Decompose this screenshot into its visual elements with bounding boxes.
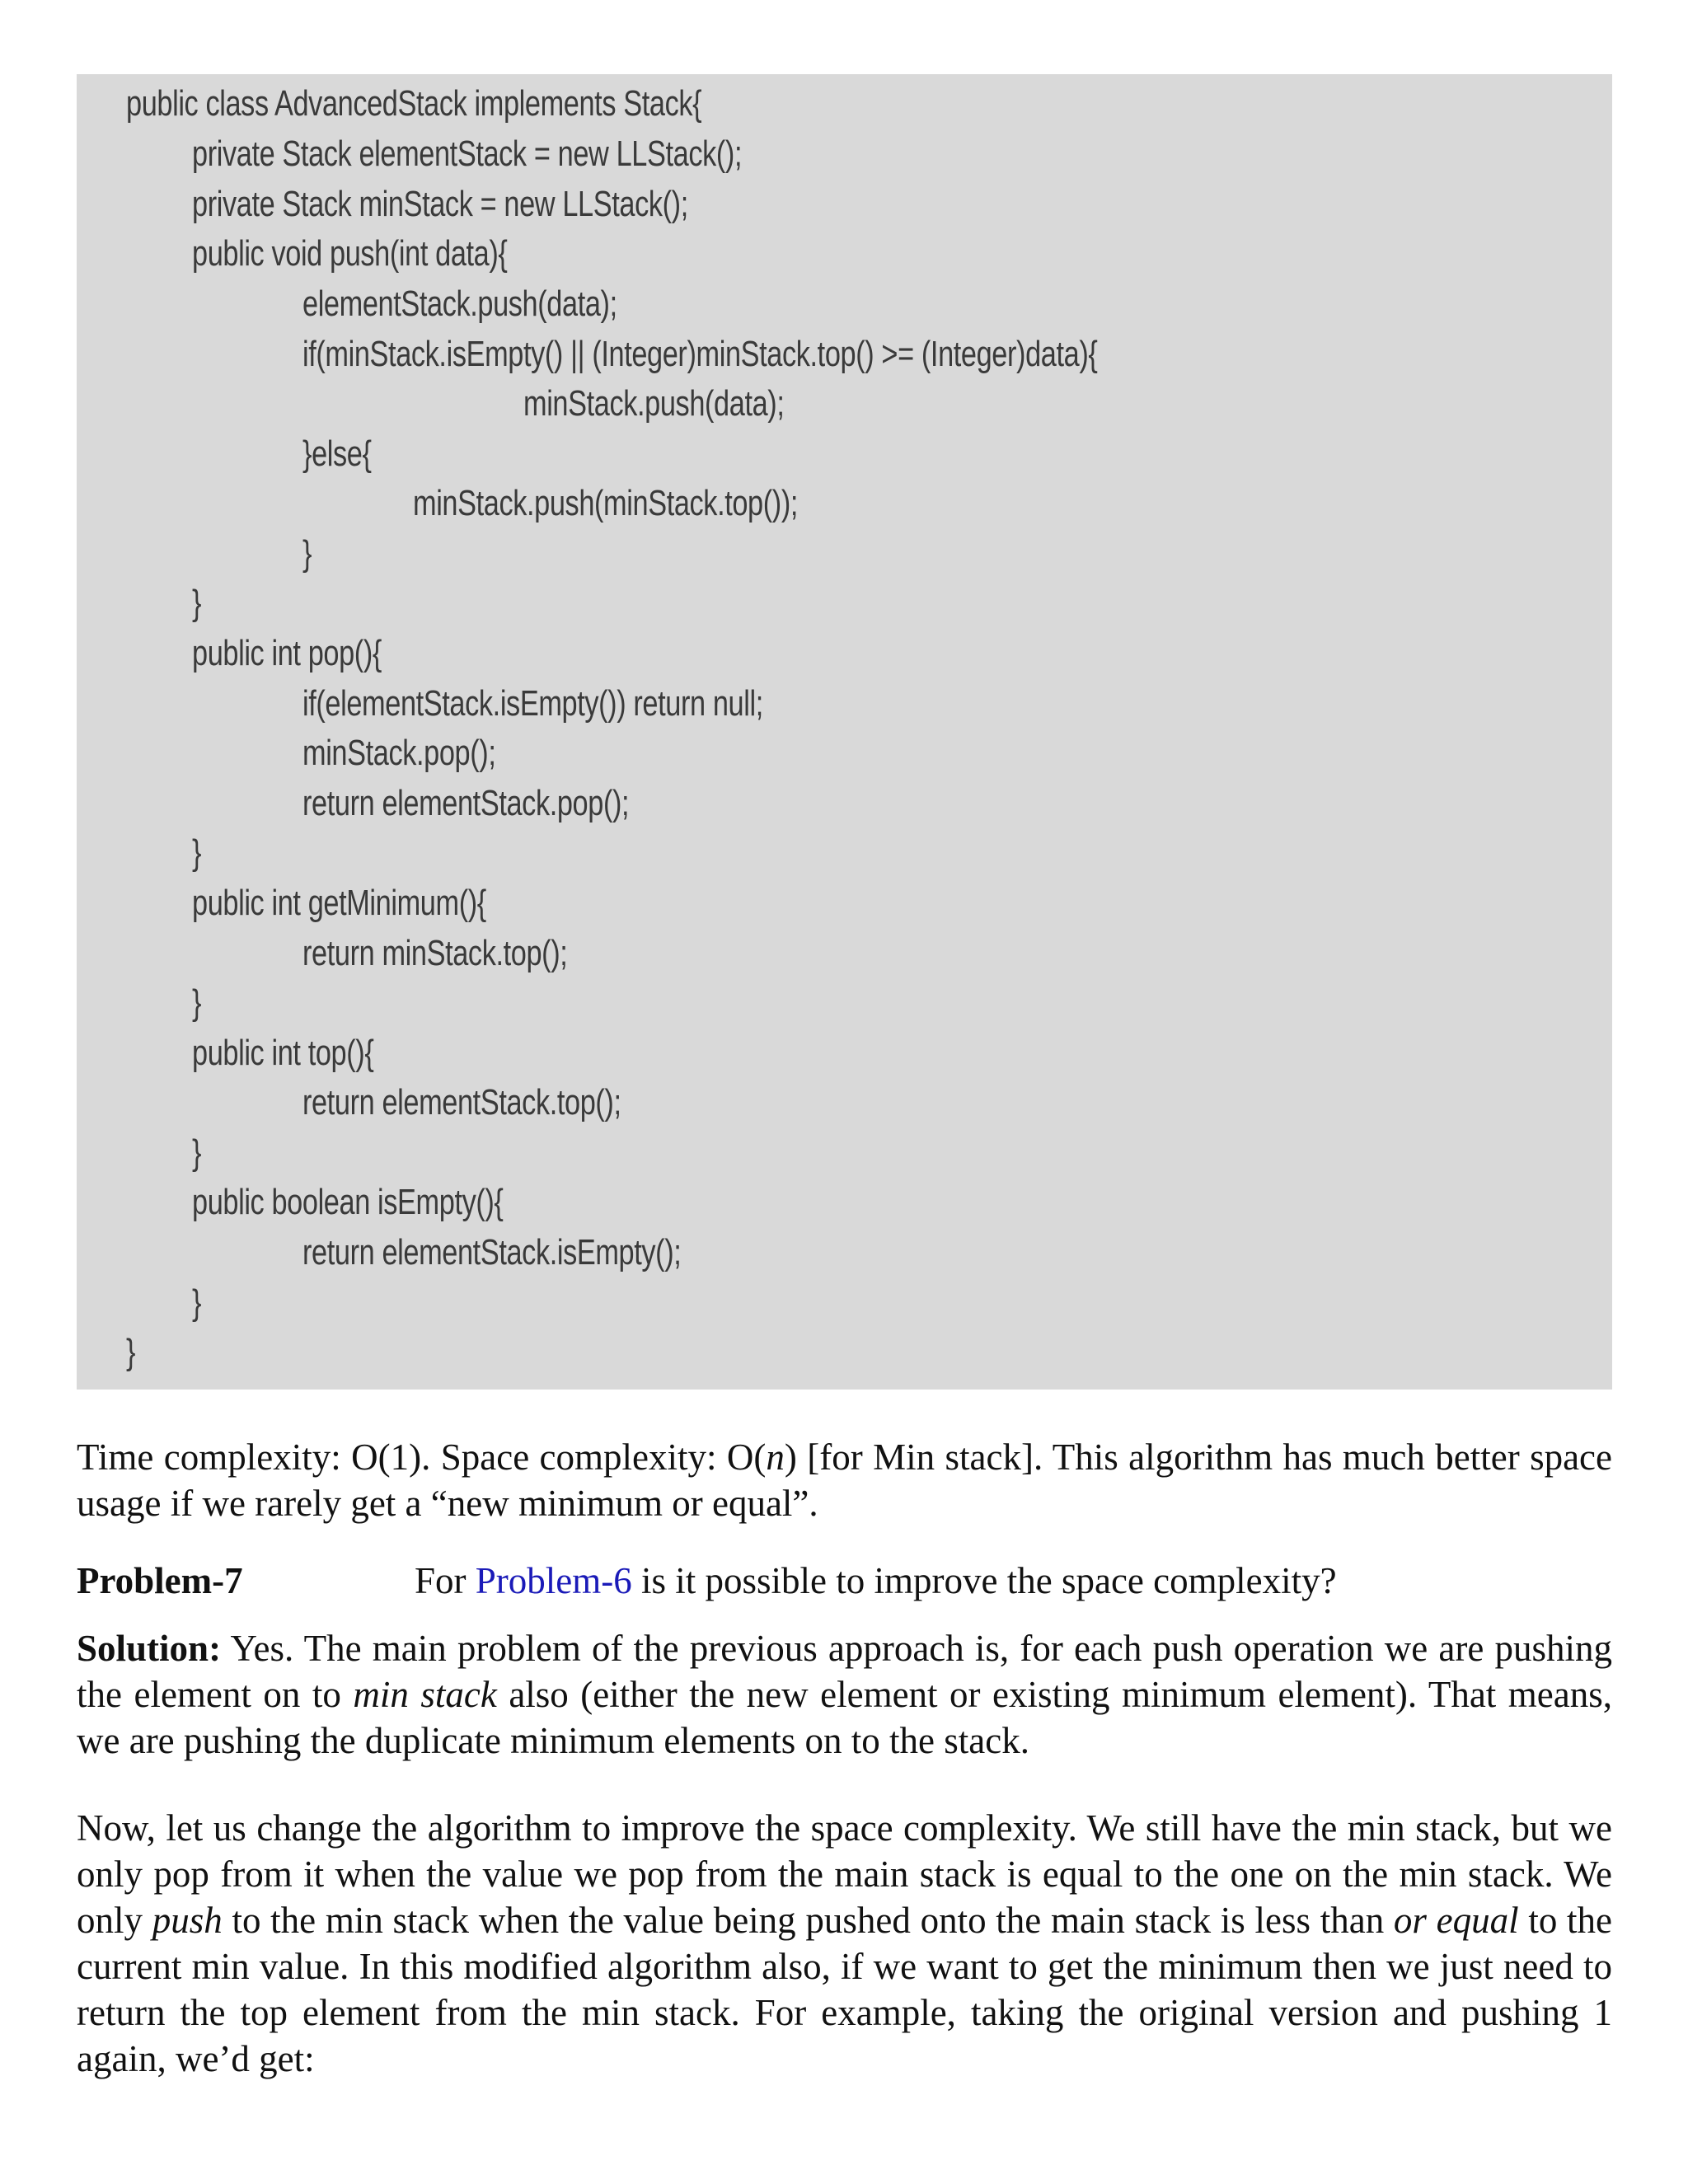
code-line: return minStack.top(); — [302, 933, 568, 973]
explanation-em-or-equal: or equal — [1393, 1900, 1519, 1941]
code-line: public boolean isEmpty(){ — [192, 1182, 504, 1222]
code-line: } — [192, 583, 202, 623]
code-block — [77, 74, 1612, 1390]
problem-label: Problem-7 — [77, 1560, 243, 1601]
problem-text-start: For — [415, 1560, 476, 1601]
code-line: } — [192, 982, 202, 1023]
code-line: if(minStack.isEmpty() || (Integer)minStack.top() >= (Integer)data){ — [302, 334, 1098, 374]
solution-label: Solution: — [77, 1628, 222, 1669]
code-line: minStack.push(data); — [523, 383, 785, 424]
solution-paragraph — [77, 1625, 1612, 1764]
code-line: } — [302, 533, 312, 574]
code-line: private Stack minStack = new LLStack(); — [192, 184, 688, 224]
code-line: } — [192, 1282, 202, 1323]
solution-text: Yes. The main problem of the previous approach is, for each push operation we are pushing the element on to — [77, 1628, 1612, 1715]
problem-6-link[interactable]: Problem-6 — [475, 1560, 632, 1601]
code-line: } — [192, 1132, 202, 1173]
explanation-text: Now, let us change the algorithm to improve the space complexity. We still have the min stack, but we only pop from it when the value we pop from the main stack is equal to the one on the min stack. We only — [77, 1807, 1612, 1941]
explanation-text-2: to the min stack when the value being pushed onto the main stack is less than — [222, 1900, 1394, 1941]
problem-text — [415, 1558, 1337, 1604]
code-line: elementStack.push(data); — [302, 284, 617, 324]
solution-text-cont: also (either the new element or existing minimum element). That means, we are pushing the duplicate minimum elements on to the stack. — [77, 1674, 1613, 1761]
code-line: public class AdvancedStack implements Stack{ — [126, 83, 702, 124]
code-line: public void push(int data){ — [192, 233, 508, 274]
code-line: if(elementStack.isEmpty()) return null; — [302, 683, 763, 724]
code-line: return elementStack.isEmpty(); — [302, 1232, 682, 1272]
explanation-em-push: push — [152, 1900, 223, 1941]
complexity-paragraph — [77, 1434, 1612, 1526]
code-line: return elementStack.top(); — [302, 1082, 621, 1122]
problem-7 — [77, 1558, 1612, 1604]
explanation-text-3: to the current min value. In this modified algorithm also, if we want to get the minimum then we just need to return the top element from the min stack. For example, taking the original version and pushing 1 again, we’d get: — [77, 1900, 1612, 2079]
code-line: } — [126, 1332, 136, 1372]
code-line: minStack.push(minStack.top()); — [413, 483, 799, 523]
code-line: return elementStack.pop(); — [302, 783, 630, 823]
problem-text-end: is it possible to improve the space complexity? — [631, 1560, 1337, 1601]
code-line: public int pop(){ — [192, 633, 382, 673]
complexity-text-cont: ) [for Min stack]. This algorithm has much better space usage if we rarely get a “new minimum or equal”. — [77, 1436, 1613, 1524]
code-line: public int getMinimum(){ — [192, 883, 486, 923]
complexity-n: n — [766, 1436, 785, 1478]
code-line: } — [192, 832, 202, 873]
code-line: minStack.pop(); — [302, 733, 496, 773]
code-line: private Stack elementStack = new LLStack(); — [192, 134, 743, 174]
code-line: public int top(){ — [192, 1033, 374, 1073]
explanation-paragraph — [77, 1805, 1612, 2082]
solution-em: min stack — [353, 1674, 497, 1715]
complexity-text: Time complexity: O(1). Space complexity: O( — [77, 1436, 767, 1478]
code-line: }else{ — [302, 434, 372, 474]
